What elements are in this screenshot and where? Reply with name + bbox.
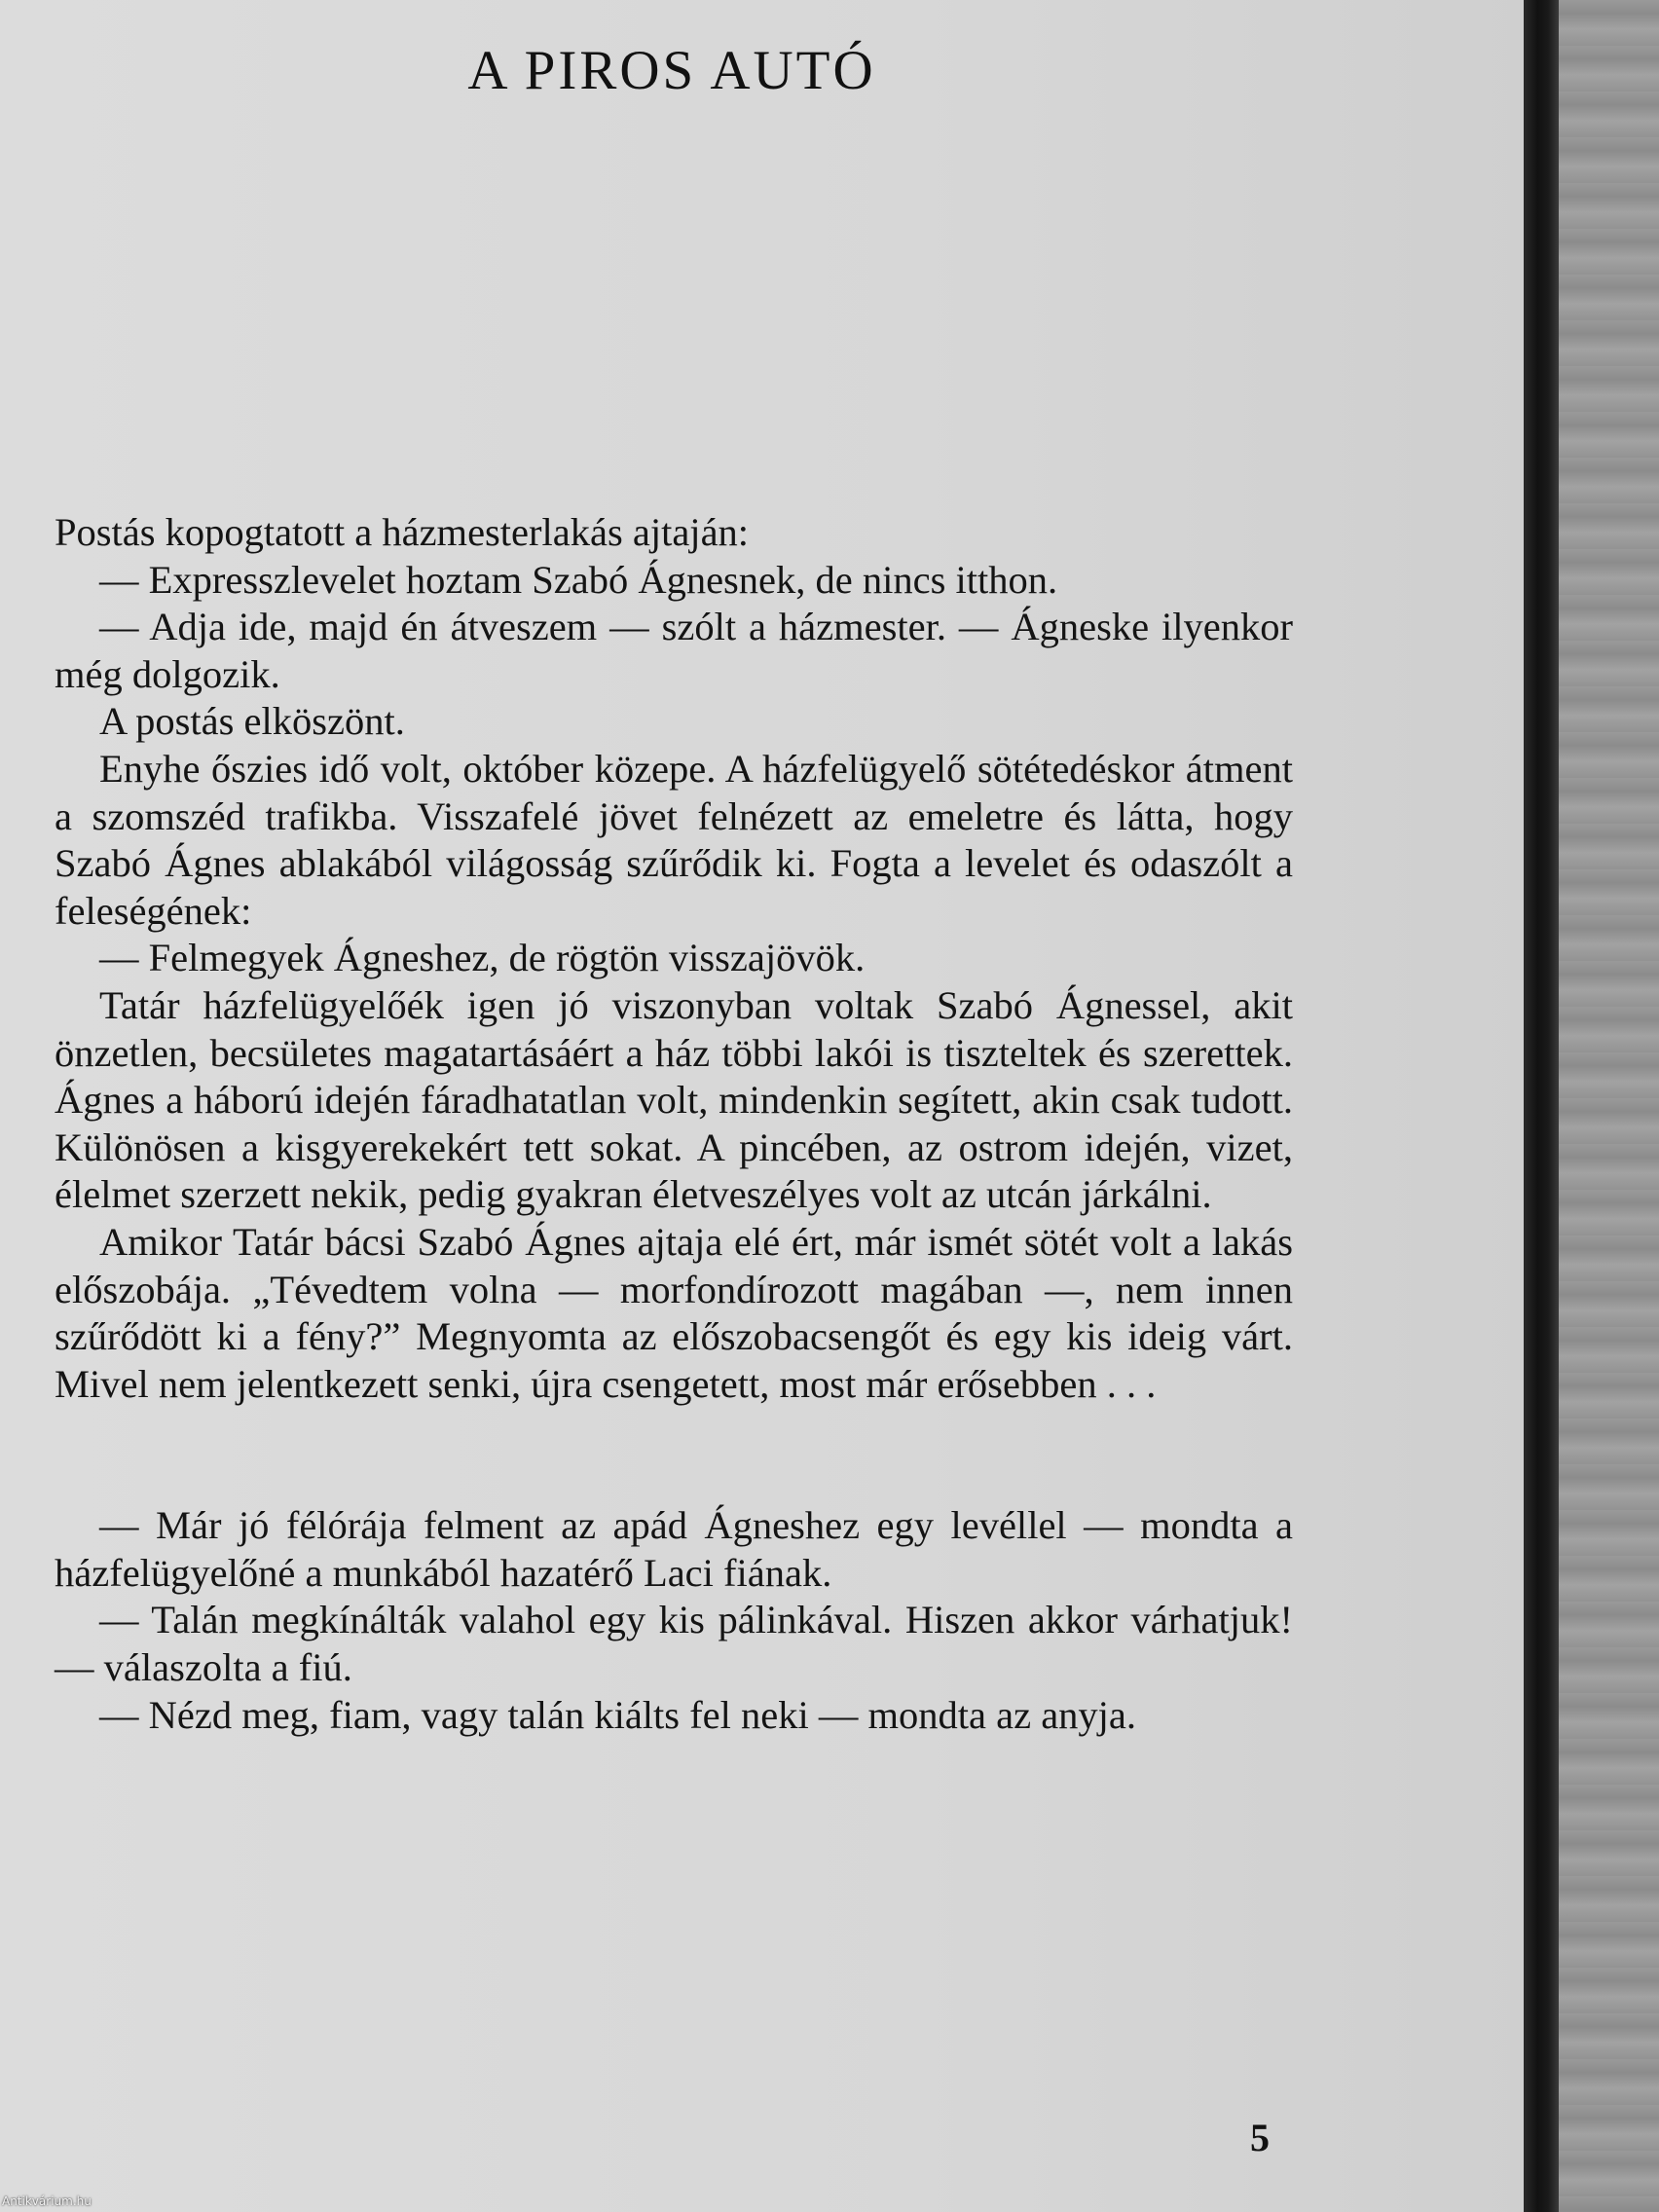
page-number: 5 [1250,2116,1270,2159]
background-surface [1559,0,1659,2212]
paragraph: — Nézd meg, fiam, vagy talán kiálts fel neki — mondta az anyja. [99,1692,1137,1737]
chapter-title: A PIROS AUTÓ [467,40,876,101]
paragraph: A postás elköszönt. [99,699,405,744]
body-text [55,509,1293,1739]
paragraph: — Expresszlevelet hoztam Szabó Ágnesnek, de nincs itthon. [99,557,1058,602]
paragraph: Enyhe őszies idő volt, október közepe. A házfelügyelő sötétedéskor átment a szomszéd trafikba. Visszafelé jövet felnézett az emeletre és látta, hogy Szabó Ágnes ablakából világosság szűrődik ki. Fogta a levelet és odaszólt a feleségének: [55,746,1293,933]
paragraph: — Már jó félórája felment az apád Ágneshez egy levéllel — mondta a házfelügyelőné a munkából hazatérő Laci fiának. [55,1503,1293,1595]
paragraph: — Talán megkínálták valahol egy kis pálinkával. Hiszen akkor várhatjuk! — válaszolta a fiú. [55,1598,1293,1690]
book-spine [1524,0,1559,2212]
paragraph: Tatár házfelügyelőék igen jó viszonyban voltak Szabó Ágnessel, akit önzetlen, becsületes magatartásáért a ház többi lakói is tiszteltek és szerettek. Ágnes a háború idején fáradhatatlan volt, mindenkin segített, akin csak tudott. Különösen a kisgyerekekért tett sokat. A pincében, az ostrom idején, vizet, élelmet szerzett nekik, pedig gyakran életveszélyes volt az utcán járkálni. [55,982,1293,1217]
paragraph: — Felmegyek Ágneshez, de rögtön visszajövök. [99,936,866,980]
paragraph: Postás kopogtatott a házmesterlakás ajtaján: [55,510,750,554]
paragraph: — Adja ide, majd én átveszem — szólt a házmester. — Ágneske ilyenkor még dolgozik. [55,605,1293,696]
watermark: Antikvárium.hu [2,2194,92,2208]
section-break [55,1408,1293,1502]
paragraph: Amikor Tatár bácsi Szabó Ágnes ajtaja elé ért, már ismét sötét volt a lakás előszobája. „Tévedtem volna — morfondírozott magában —, nem innen szűrődött ki a fény?” Megnyomta az előszobacsengőt és egy kis ideig várt. Mivel nem jelentkezett senki, újra csengetett, most már erősebben . . . [55,1219,1293,1406]
